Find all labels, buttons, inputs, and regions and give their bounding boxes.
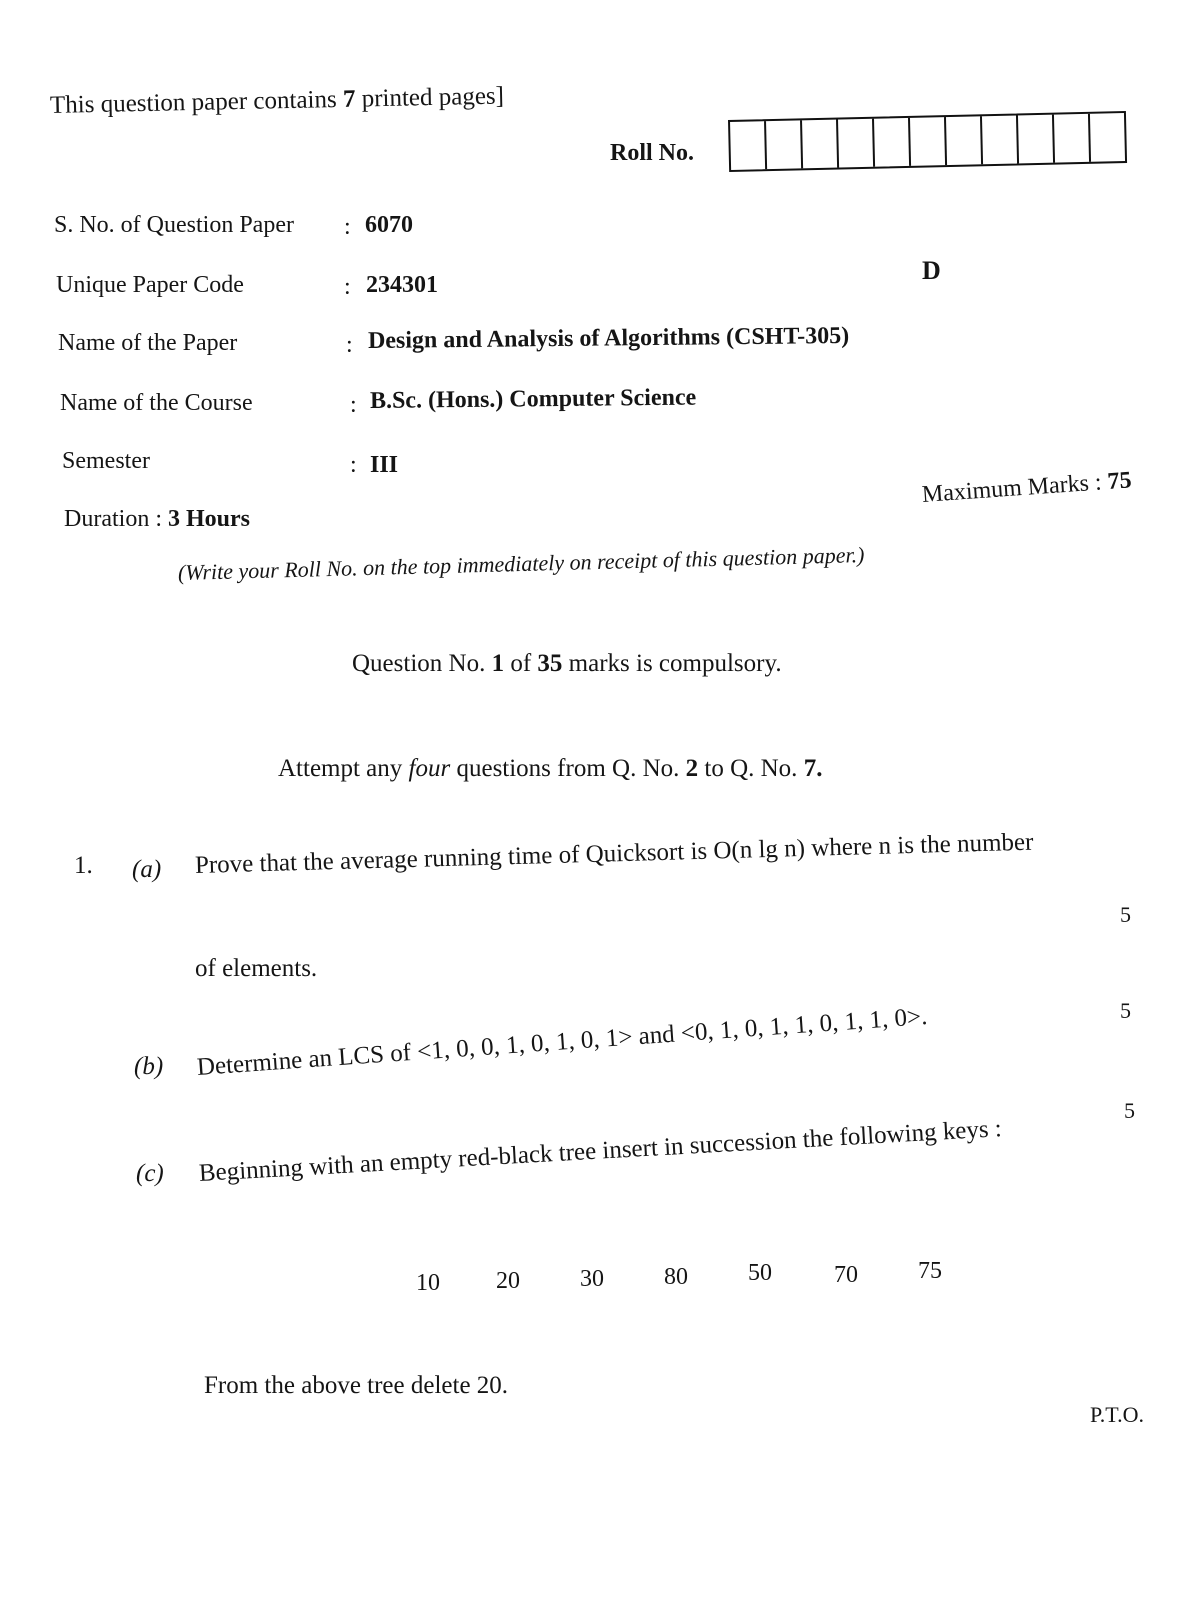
meta-value-serial: 6070: [365, 212, 413, 238]
meta-value-paper-name: Design and Analysis of Algorithms (CSHT-305): [367, 322, 850, 354]
key-value: 70: [834, 1262, 858, 1288]
roll-number-digit-box[interactable]: [766, 120, 803, 169]
key-value: 20: [496, 1268, 520, 1294]
attempt-mid: questions from Q. No.: [456, 755, 680, 782]
roll-number-digit-box[interactable]: [838, 119, 875, 168]
subquestion-label-a: (a): [132, 856, 162, 883]
duration-value: 3 Hours: [167, 506, 250, 532]
key-value: 30: [580, 1266, 604, 1292]
pages-count: 7: [342, 85, 356, 113]
meta-label-serial: S. No. of Question Paper: [54, 212, 294, 238]
meta-colon: :: [346, 332, 353, 358]
roll-number-instruction: (Write your Roll No. on the top immediately on receipt of this question paper.): [177, 542, 865, 585]
roll-number-digit-box[interactable]: [730, 121, 767, 170]
subquestion-c-marks: 5: [1124, 1098, 1135, 1123]
roll-number-digit-box[interactable]: [1090, 113, 1125, 162]
compulsory-note: [352, 650, 782, 678]
attempt-pre: Attempt any: [278, 755, 403, 782]
subquestion-label-b: (b): [134, 1053, 164, 1080]
subquestion-c-followup: From the above tree delete 20.: [204, 1372, 509, 1399]
roll-number-digit-box[interactable]: [910, 117, 947, 166]
meta-value-paper-code: 234301: [366, 272, 438, 298]
meta-value-course-name: B.Sc. (Hons.) Computer Science: [369, 384, 697, 414]
compulsory-marks: 35: [537, 650, 563, 677]
key-value: 50: [748, 1260, 772, 1286]
question-number: 1.: [74, 852, 93, 879]
key-value: 10: [416, 1270, 440, 1296]
meta-colon: :: [344, 214, 351, 240]
roll-number-digit-box[interactable]: [1018, 115, 1055, 164]
attempt-from: 2: [685, 755, 699, 782]
roll-number-digit-box[interactable]: [874, 118, 911, 167]
paper-set-code: D: [922, 256, 941, 285]
subquestion-c-text: Beginning with an empty red-black tree insert in succession the following keys :: [198, 1115, 1003, 1187]
subquestion-a-marks: 5: [1120, 902, 1131, 927]
roll-number-digit-box[interactable]: [946, 116, 983, 165]
meta-label-semester: Semester: [62, 448, 150, 474]
max-marks-value: 75: [1106, 467, 1133, 495]
attempt-note: [278, 755, 822, 783]
pages-note-suffix: printed pages]: [361, 82, 505, 113]
roll-number-label: Roll No.: [610, 140, 694, 166]
compulsory-post: marks is compulsory.: [568, 650, 782, 677]
subquestion-b-marks: 5: [1120, 998, 1131, 1023]
roll-number-digit-box[interactable]: [1054, 114, 1091, 163]
duration-label: Duration :: [64, 506, 162, 532]
key-value: 75: [918, 1258, 942, 1284]
meta-colon: :: [344, 274, 351, 300]
max-marks-label: Maximum Marks :: [921, 469, 1103, 508]
pages-note: [50, 82, 505, 120]
meta-value-semester: III: [370, 452, 399, 478]
duration: [64, 506, 250, 533]
roll-number-digit-box[interactable]: [802, 120, 839, 169]
pages-note-prefix: This question paper contains: [49, 85, 337, 119]
meta-colon: :: [350, 392, 357, 418]
meta-label-course-name: Name of the Course: [60, 390, 253, 416]
roll-number-digit-box[interactable]: [982, 115, 1019, 164]
meta-colon: :: [350, 452, 357, 478]
roll-number-boxes[interactable]: [728, 111, 1127, 172]
subquestion-a-line2: of elements.: [195, 955, 318, 982]
compulsory-qno: 1: [491, 650, 505, 677]
attempt-to-word: to Q. No.: [704, 755, 798, 782]
meta-label-paper-code: Unique Paper Code: [56, 272, 244, 298]
red-black-keys-row: [414, 1258, 954, 1298]
key-value: 80: [664, 1264, 688, 1290]
attempt-to: 7.: [803, 755, 823, 782]
subquestion-b-text: Determine an LCS of <1, 0, 0, 1, 0, 1, 0, 1> and <0, 1, 0, 1, 1, 0, 1, 1, 0>.: [196, 1002, 929, 1081]
subquestion-label-c: (c): [136, 1160, 164, 1187]
subquestion-a-line1: Prove that the average running time of Quicksort is O(n lg n) where n is the number: [194, 828, 1034, 879]
compulsory-pre: Question No.: [352, 650, 486, 677]
compulsory-mid: of: [510, 650, 532, 677]
attempt-count: four: [408, 755, 451, 782]
maximum-marks: [921, 467, 1132, 509]
meta-label-paper-name: Name of the Paper: [58, 330, 238, 356]
please-turn-over: P.T.O.: [1090, 1402, 1144, 1427]
